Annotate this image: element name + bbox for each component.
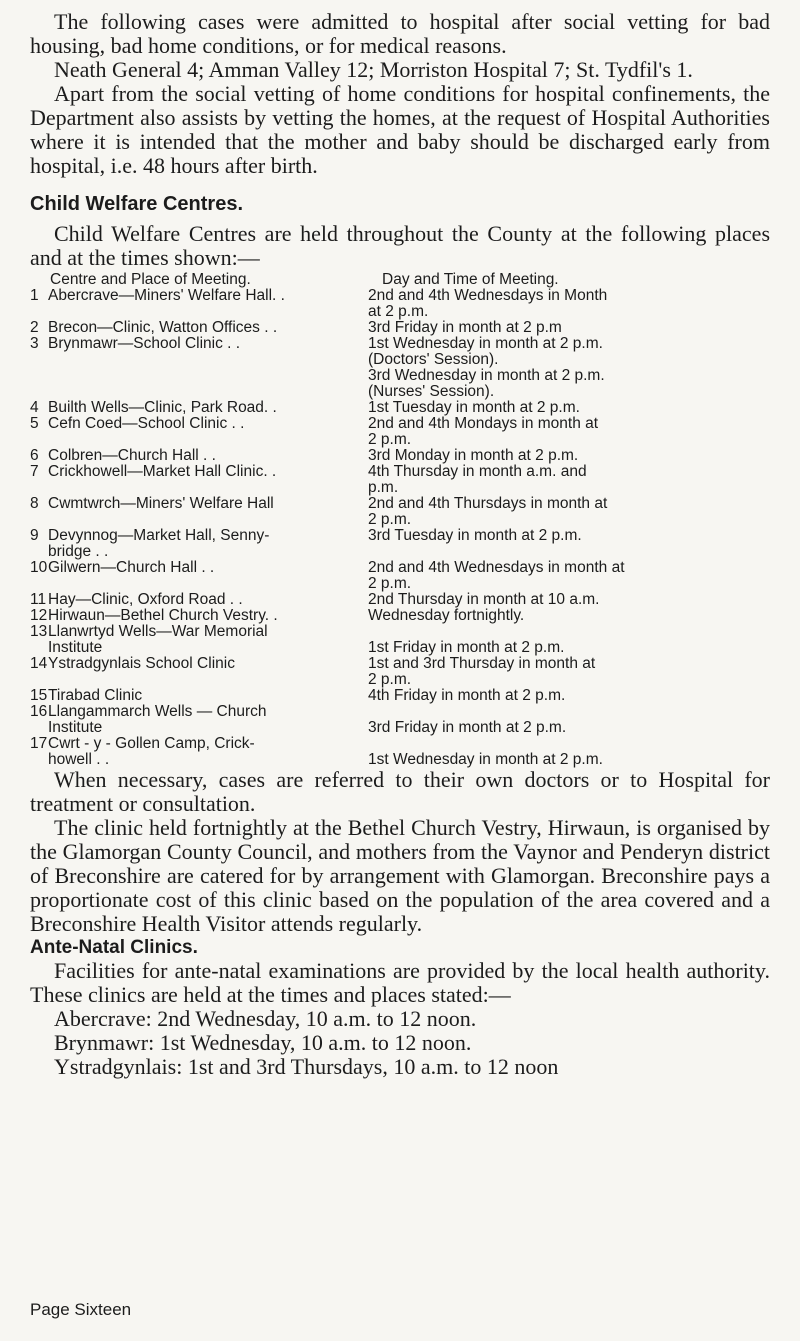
meeting-time-line: 1st Tuesday in month at 2 p.m. bbox=[368, 399, 580, 416]
table-row bbox=[30, 656, 770, 688]
centre-place-cell bbox=[30, 400, 362, 416]
meeting-time-line bbox=[368, 624, 770, 640]
table-row bbox=[30, 736, 770, 768]
centre-place-text: Abercrave—Miners' Welfare Hall. . bbox=[48, 287, 285, 304]
antenatal-clinic-line: Brynmawr: 1st Wednesday, 10 a.m. to 12 noon. bbox=[54, 1030, 472, 1055]
page-footer: Page Sixteen bbox=[30, 1300, 132, 1319]
centre-place-text: Brynmawr—School Clinic . . bbox=[48, 335, 241, 352]
table-header bbox=[30, 272, 770, 288]
meeting-time-cell bbox=[362, 336, 770, 400]
meeting-time-line: 3rd Friday in month at 2 p.m bbox=[368, 319, 562, 336]
meeting-time-line: 3rd Wednesday in month at 2 p.m. bbox=[368, 367, 605, 384]
centre-place-line: howell . . bbox=[48, 751, 110, 768]
table-row bbox=[30, 320, 770, 336]
meeting-time-line: 2 p.m. bbox=[368, 671, 412, 688]
meeting-time-cell bbox=[362, 400, 770, 416]
centre-place-text: Builth Wells—Clinic, Park Road. . bbox=[48, 399, 277, 416]
centre-place-text: Brecon—Clinic, Watton Offices . . bbox=[48, 319, 278, 336]
table-row bbox=[30, 560, 770, 592]
centre-number: 10 bbox=[30, 559, 48, 576]
meeting-time-line: 2nd and 4th Mondays in month at bbox=[368, 415, 599, 432]
centre-place-cell bbox=[30, 288, 362, 320]
centre-place-line bbox=[30, 608, 362, 624]
centre-number: 11 bbox=[30, 591, 47, 608]
meeting-time-line: (Nurses' Session). bbox=[368, 383, 495, 400]
centre-place-text: Llanwrtyd Wells—War Memorial bbox=[48, 623, 268, 640]
centre-place-cell bbox=[30, 592, 362, 608]
meeting-time-line: 1st Friday in month at 2 p.m. bbox=[368, 639, 565, 656]
centre-place-cell bbox=[30, 704, 362, 736]
table-row bbox=[30, 464, 770, 496]
meeting-time-cell bbox=[362, 416, 770, 448]
antenatal-clinic-line: Ystradgynlais: 1st and 3rd Thursdays, 10 a.m. to 12 noon bbox=[54, 1054, 559, 1079]
meeting-time-cell bbox=[362, 464, 770, 496]
meeting-time-line: 1st and 3rd Thursday in month at bbox=[368, 655, 596, 672]
antenatal-intro: Facilities for ante-natal examinations are provided by the local health authority. These clinics are held at the times and places stated:— bbox=[30, 958, 770, 1007]
meeting-time-cell bbox=[362, 288, 770, 320]
meeting-time-line bbox=[368, 736, 770, 752]
table-row bbox=[30, 688, 770, 704]
meeting-time-line: 2nd and 4th Wednesdays in month at bbox=[368, 559, 625, 576]
centre-place-text: Cwmtwrch—Miners' Welfare Hall bbox=[48, 495, 274, 512]
table-row bbox=[30, 624, 770, 656]
referral-paragraph: When necessary, cases are referred to their own doctors or to Hospital for treatment or consultation. bbox=[30, 767, 770, 816]
centre-place-cell bbox=[30, 624, 362, 656]
centres-table bbox=[30, 272, 770, 768]
centre-place-line bbox=[30, 320, 362, 336]
centre-place-line bbox=[30, 416, 362, 432]
centre-number: 4 bbox=[30, 399, 39, 416]
centre-place-text: Hay—Clinic, Oxford Road . . bbox=[48, 591, 243, 608]
meeting-time-cell bbox=[362, 496, 770, 528]
meeting-time-cell bbox=[362, 688, 770, 704]
centre-place-text: Crickhowell—Market Hall Clinic. . bbox=[48, 463, 277, 480]
meeting-time-line: 2 p.m. bbox=[368, 431, 412, 448]
centre-number: 17 bbox=[30, 735, 48, 752]
meeting-time-line: 1st Wednesday in month at 2 p.m. bbox=[368, 335, 603, 352]
centre-number: 12 bbox=[30, 607, 48, 624]
column-header-time: Day and Time of Meeting. bbox=[382, 271, 559, 288]
centre-place-text: Llangammarch Wells — Church bbox=[48, 703, 267, 720]
meeting-time-line: 2nd Thursday in month at 10 a.m. bbox=[368, 591, 600, 608]
centre-place-line bbox=[30, 448, 362, 464]
antenatal-clinic-line: Abercrave: 2nd Wednesday, 10 a.m. to 12 noon. bbox=[54, 1006, 477, 1031]
meeting-time-line: at 2 p.m. bbox=[368, 303, 429, 320]
centre-place-cell bbox=[30, 528, 362, 560]
child-welfare-intro: Child Welfare Centres are held throughout the County at the following places and at the times shown:— bbox=[30, 221, 770, 270]
centre-place-line bbox=[30, 592, 362, 608]
meeting-time-cell bbox=[362, 448, 770, 464]
intro-paragraph-3: Apart from the social vetting of home conditions for hospital confinements, the Department also assists by vetting the homes, at the request of Hospital Authorities where it is intended that the mother and baby should be discharged early from hospital, i.e. 48 hours after birth. bbox=[30, 81, 770, 178]
meeting-time-line: 4th Friday in month at 2 p.m. bbox=[368, 687, 566, 704]
meeting-time-cell bbox=[362, 624, 770, 656]
centre-number: 14 bbox=[30, 655, 48, 672]
centre-number: 15 bbox=[30, 687, 48, 704]
centre-place-cell bbox=[30, 320, 362, 336]
meeting-time-line: (Doctors' Session). bbox=[368, 351, 499, 368]
centre-place-line bbox=[30, 736, 362, 752]
meeting-time-cell bbox=[362, 656, 770, 688]
centre-number: 7 bbox=[30, 463, 39, 480]
table-row bbox=[30, 448, 770, 464]
centre-place-cell bbox=[30, 656, 362, 688]
table-row bbox=[30, 704, 770, 736]
centre-number: 1 bbox=[30, 287, 39, 304]
centre-place-line bbox=[30, 704, 362, 720]
centre-place-line bbox=[30, 464, 362, 480]
centre-number: 2 bbox=[30, 319, 39, 336]
centre-place-text: Gilwern—Church Hall . . bbox=[48, 559, 215, 576]
centre-place-cell bbox=[30, 560, 362, 592]
meeting-time-line: 4th Thursday in month a.m. and bbox=[368, 463, 587, 480]
table-row bbox=[30, 336, 770, 400]
hirwaun-paragraph: The clinic held fortnightly at the Bethel Church Vestry, Hirwaun, is organised by the Glamorgan County Council, and mothers from the Vaynor and Penderyn district of Breconshire are catered for by arrangement with Glamorgan. Breconshire pays a proportionate cost of this clinic based on the population of the area covered and a Breconshire Health Visitor attends regularly. bbox=[30, 815, 770, 936]
centre-place-text: Tirabad Clinic bbox=[48, 687, 143, 704]
meeting-time-line: 2nd and 4th Thursdays in month at bbox=[368, 495, 608, 512]
table-row bbox=[30, 528, 770, 560]
meeting-time-line: 2 p.m. bbox=[368, 575, 412, 592]
centre-place-text: Cefn Coed—School Clinic . . bbox=[48, 415, 245, 432]
meeting-time-line: 2 p.m. bbox=[368, 511, 412, 528]
centre-number: 6 bbox=[30, 447, 39, 464]
centre-place-line bbox=[30, 496, 362, 512]
centre-place-cell bbox=[30, 464, 362, 496]
table-body bbox=[30, 288, 770, 768]
meeting-time-cell bbox=[362, 736, 770, 768]
meeting-time-cell bbox=[362, 528, 770, 560]
meeting-time-line: p.m. bbox=[368, 479, 399, 496]
centre-number: 9 bbox=[30, 527, 39, 544]
centre-place-line bbox=[30, 336, 362, 352]
meeting-time-line: 3rd Tuesday in month at 2 p.m. bbox=[368, 527, 582, 544]
centre-place-cell bbox=[30, 608, 362, 624]
centre-number: 5 bbox=[30, 415, 39, 432]
meeting-time-line: 3rd Friday in month at 2 p.m. bbox=[368, 719, 567, 736]
centre-place-text: Hirwaun—Bethel Church Vestry. . bbox=[48, 607, 278, 624]
centre-place-cell bbox=[30, 688, 362, 704]
meeting-time-line: Wednesday fortnightly. bbox=[368, 607, 525, 624]
meeting-time-line: 2nd and 4th Wednesdays in Month bbox=[368, 287, 608, 304]
centre-place-text: Cwrt - y - Gollen Camp, Crick- bbox=[48, 735, 255, 752]
table-row bbox=[30, 608, 770, 624]
centre-place-line: Institute bbox=[48, 639, 103, 656]
centre-place-cell bbox=[30, 736, 362, 768]
centre-place-cell bbox=[30, 496, 362, 528]
centre-place-line bbox=[30, 560, 362, 576]
meeting-time-cell bbox=[362, 704, 770, 736]
intro-paragraph-1: The following cases were admitted to hospital after social vetting for bad housing, bad home conditions, or for medical reasons. bbox=[30, 9, 770, 58]
table-row bbox=[30, 592, 770, 608]
centre-place-line bbox=[30, 624, 362, 640]
centre-place-line bbox=[30, 688, 362, 704]
meeting-time-cell bbox=[362, 560, 770, 592]
centre-place-line: Institute bbox=[48, 719, 103, 736]
table-row bbox=[30, 288, 770, 320]
centre-place-text: Colbren—Church Hall . . bbox=[48, 447, 216, 464]
centre-place-line bbox=[30, 288, 362, 304]
meeting-time-line: 1st Wednesday in month at 2 p.m. bbox=[368, 751, 603, 768]
child-welfare-heading: Child Welfare Centres. bbox=[30, 193, 244, 215]
centre-place-line bbox=[30, 400, 362, 416]
centre-number: 16 bbox=[30, 703, 48, 720]
centre-place-cell bbox=[30, 336, 362, 400]
centre-place-text: Devynnog—Market Hall, Senny- bbox=[48, 527, 270, 544]
centre-place-line bbox=[30, 528, 362, 544]
meeting-time-cell bbox=[362, 320, 770, 336]
intro-paragraph-2: Neath General 4; Amman Valley 12; Morriston Hospital 7; St. Tydfil's 1. bbox=[54, 57, 693, 82]
meeting-time-cell bbox=[362, 592, 770, 608]
meeting-time-line bbox=[368, 704, 770, 720]
antenatal-list bbox=[30, 1007, 770, 1079]
column-header-place: Centre and Place of Meeting. bbox=[50, 271, 251, 288]
centre-place-text: Ystradgynlais School Clinic bbox=[48, 655, 235, 672]
centre-place-cell bbox=[30, 448, 362, 464]
centre-number: 3 bbox=[30, 335, 39, 352]
meeting-time-cell bbox=[362, 608, 770, 624]
centre-place-line: bridge . . bbox=[48, 543, 109, 560]
table-row bbox=[30, 400, 770, 416]
centre-place-line bbox=[30, 656, 362, 672]
centre-place-cell bbox=[30, 416, 362, 448]
centre-number: 8 bbox=[30, 495, 39, 512]
antenatal-heading: Ante-Natal Clinics. bbox=[30, 937, 198, 958]
meeting-time-line: 3rd Monday in month at 2 p.m. bbox=[368, 447, 579, 464]
table-row bbox=[30, 496, 770, 528]
table-row bbox=[30, 416, 770, 448]
centre-number: 13 bbox=[30, 623, 48, 640]
